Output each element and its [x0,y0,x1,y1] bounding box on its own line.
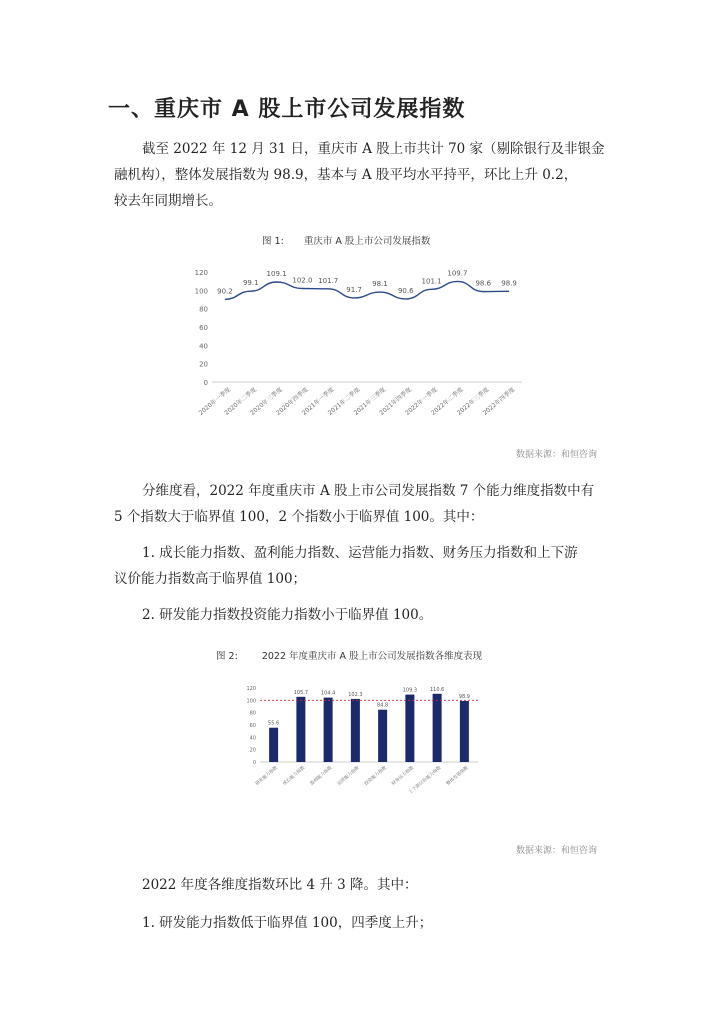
x-tick-label: 2022年四季度 [481,386,517,417]
data-label: 84.8 [377,702,389,709]
text-line: 议价能力指数高于临界值 100； [114,571,307,587]
bar-chart [0,678,724,828]
figure2-title: 2022 年度重庆市 A 股上市公司发展指数各维度表现 [261,651,483,662]
text-line: 融机构），整体发展指数为 98.9，基本与 A 股平均水平持平，环比上升 0.2， [114,167,578,183]
bar [269,728,278,762]
x-tick-label: 成长能力指数 [282,765,307,787]
section-heading: 一、重庆市 A 股上市公司发展指数 [108,97,466,122]
x-tick-label: 2020年四季度 [275,386,310,417]
data-label: 101.7 [318,276,339,285]
figure2-label: 图 2: [216,651,238,662]
y-tick-label: 120 [194,269,208,277]
text-line: 分维度看，2022 年度重庆市 A 股上市公司发展指数 7 个能力维度指数中有 [142,483,595,499]
figure1-caption [262,233,430,247]
y-tick-label: 0 [252,760,256,766]
x-tick-label: 运营能力指数 [336,765,361,787]
bar [351,699,360,762]
y-tick-label: 40 [199,342,208,351]
x-tick-label: 盈利能力指数 [309,765,334,787]
x-tick-label: 2022年一季度 [404,386,439,417]
y-tick-label: 100 [194,287,208,296]
data-label: 109.3 [402,687,418,694]
data-label: 99.1 [242,279,259,288]
data-label: 98.1 [372,280,388,289]
data-label: 110.6 [429,686,445,693]
y-tick-label: 20 [199,360,208,369]
data-label: 102.3 [348,691,363,698]
y-tick-label: 120 [246,686,256,692]
x-tick-label: 研发能力指数 [255,765,279,787]
y-tick-label: 20 [249,747,256,754]
y-tick-label: 0 [203,379,208,387]
figure2-source: 数据来源：和恒咨询 [516,846,598,856]
y-tick-label: 60 [249,723,256,729]
dimension-paragraph [114,478,614,530]
bar [296,697,305,762]
x-tick-label: 2022年三季度 [455,386,491,417]
data-label: 98.6 [475,279,492,288]
text-line: 2. 研发能力指数投资能力指数小于临界值 100。 [142,607,433,623]
x-tick-label: 2021年三季度 [352,386,388,417]
data-label: 104.4 [320,690,336,697]
x-tick-label: 上下游议价能力指数 [408,765,443,796]
data-label: 90.6 [397,286,414,295]
x-tick-label: 财务压力指数 [391,765,416,787]
figure1-label: 图 1: [262,236,284,247]
data-label: 98.9 [458,694,470,701]
list-item-2 [114,602,614,628]
y-tick-label: 40 [249,735,256,742]
bar [433,694,442,762]
list-item-1 [114,540,614,592]
x-tick-label: 2020年一季度 [197,386,233,417]
y-tick-label: 60 [199,324,208,332]
list-item-3 [114,910,614,936]
data-label: 55.6 [268,720,280,727]
data-label: 109.1 [266,269,287,278]
x-tick-label: 2022年二季度 [430,386,465,417]
x-tick-label: 2020年三季度 [249,386,284,417]
qoq-paragraph [114,872,614,898]
text-line: 1. 研发能力指数低于临界值 100，四季度上升； [142,915,433,931]
text-line: 1. 成长能力指数、盈利能力指数、运营能力指数、财务压力指数和上下游 [142,545,578,561]
y-tick-label: 80 [199,305,208,314]
data-label: 91.7 [346,285,362,294]
data-label: 109.7 [447,269,468,278]
x-tick-label: 2021年二季度 [326,386,362,417]
x-tick-label: 2021年一季度 [300,386,336,417]
bar [460,701,469,762]
intro-paragraph [114,136,614,214]
data-label: 105.7 [293,689,309,696]
bar [324,698,333,762]
series-line [225,281,509,299]
y-tick-label: 80 [249,710,256,717]
bar [405,695,414,762]
x-tick-label: 2020年二季度 [223,386,259,417]
text-line: 较去年同期增长。 [114,193,222,209]
text-line: 截至 2022 年 12 月 31 日，重庆市 A 股上市共计 70 家（剔除银行及非银金 [142,141,605,157]
figure1-source: 数据来源：和恒咨询 [516,450,598,460]
figure1-title: 重庆市 A 股上市公司发展指数 [303,236,431,247]
bar [378,710,387,762]
x-tick-label: 整体发展指数 [445,765,470,787]
data-label: 90.2 [217,287,233,296]
data-label: 98.9 [501,279,517,288]
text-line: 2022 年度各维度指数环比 4 升 3 降。其中： [142,877,418,893]
data-label: 101.1 [421,277,442,286]
data-label: 102.0 [292,276,313,285]
x-tick-label: 2021年四季度 [378,386,414,417]
x-tick-label: 投资能力指数 [364,765,388,787]
figure2-caption [216,648,482,662]
text-line: 5 个指数大于临界值 100，2 个指数小于临界值 100。其中： [114,509,484,525]
line-chart [0,258,724,458]
y-tick-label: 100 [246,698,256,705]
